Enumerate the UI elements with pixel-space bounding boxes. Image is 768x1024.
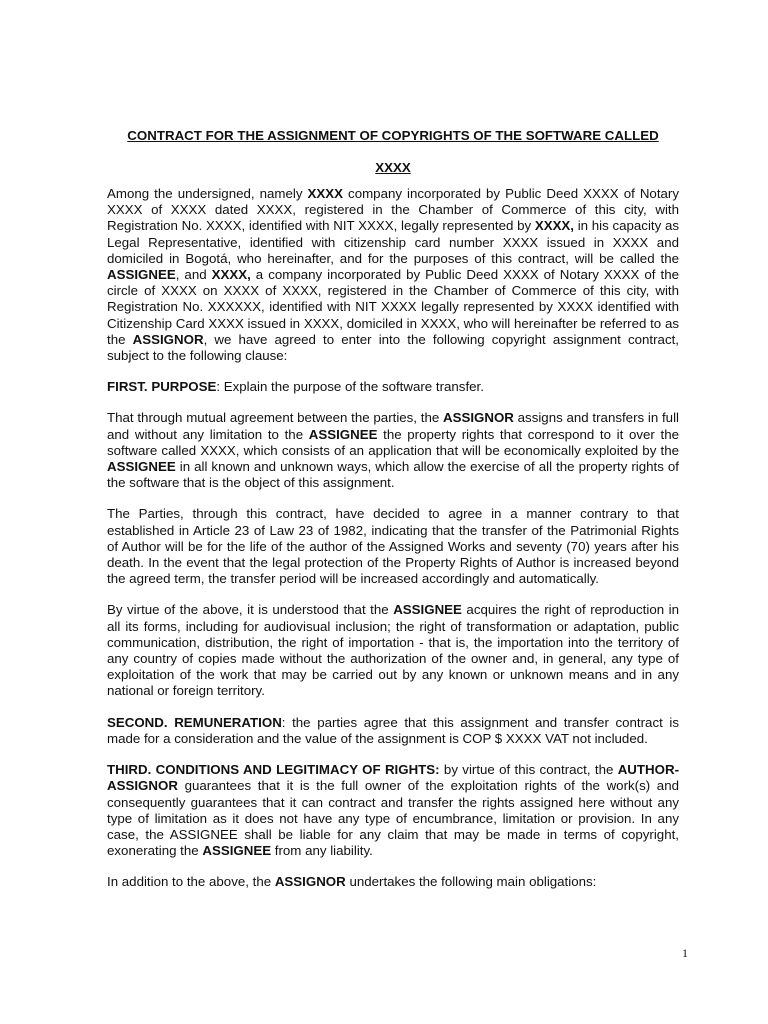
- bold-term: ASSIGNEE: [393, 602, 462, 618]
- text-run: : the parties agree that this assignment and transfer contract is made for a consideration and the value of the assignment is COP $ XXXX VAT not included.: [107, 714, 679, 746]
- clause-second-remuneration: [107, 715, 679, 747]
- clause-heading: THIRD. CONDITIONS AND LEGITIMACY OF RIGHTS:: [107, 762, 440, 778]
- text-run: That through mutual agreement between the parties, the: [107, 410, 443, 426]
- bold-term: ASSIGNEE: [308, 426, 378, 442]
- text-run: guarantees that it is the full owner of the exploitation rights of the work(s) and consequently guarantees that it can contract and transfer the rights assigned here without any type of limitation as it does not have any type of encumbrance, limitation or provision. In any case, the ASSIGNEE shall be liable for any claim that may be made in terms of copyright, exonerating the: [107, 778, 679, 859]
- text-run: : Explain the purpose of the software transfer.: [216, 379, 484, 395]
- bold-term: ASSIGNEE: [107, 459, 176, 475]
- transfer-paragraph: [107, 410, 679, 491]
- text-run: , we have agreed to enter into the following copyright assignment contract, subject to the following clause:: [107, 331, 679, 364]
- clause-third-conditions: [107, 762, 679, 859]
- rights-paragraph: [107, 602, 679, 699]
- text-run: assigns and transfers in full and without any limitation to the: [107, 410, 679, 442]
- text-run: In addition to the above, the: [107, 874, 275, 890]
- bold-term: ASSIGNEE: [107, 267, 176, 283]
- text-run: undertakes the following main obligations:: [345, 874, 597, 890]
- text-run: acquires the right of reproduction in all its forms, including for audiovisual inclusion; the right of transformation or adaptation, public communication, distribution, the right of importation - that is, the importation into the territory of any country of copies made without the authorization of the owner and, in general, any type of exploitation of the work that may be carried out by any known or unknown means and in any national or foreign territory.: [107, 602, 679, 699]
- clause-first-purpose: [107, 379, 679, 395]
- text-run: a company incorporated by Public Deed XXXX of Notary XXXX of the circle of XXXX on XXXX of XXXX, registered in the Chamber of Commerce of this city, with Registration No. XXXXXX, identified with NIT XXXX legally represented by XXXX identified with Citizenship Card XXXX issued in XXXX, domiciled in XXXX, who will hereinafter be referred to as the: [107, 267, 679, 347]
- text-run: By virtue of the above, it is understood that the: [107, 602, 394, 618]
- title-line-1: CONTRACT FOR THE ASSIGNMENT OF COPYRIGHTS OF THE SOFTWARE CALLED: [127, 128, 659, 143]
- page-number: 1: [682, 946, 688, 960]
- bold-term: ASSIGNOR: [132, 331, 204, 347]
- text-run: from any liability.: [271, 843, 373, 859]
- clause-heading: SECOND. REMUNERATION: [107, 714, 282, 730]
- text-run: company incorporated by Public Deed XXXX of Notary XXXX of XXXX dated XXXX, registered in the Chamber of Commerce of this city, with Registration No. XXXX, identified with NIT XXXX, legally represented by: [107, 186, 679, 234]
- text-run: by virtue of this contract, the: [439, 762, 618, 778]
- text-run: in his capacity as Legal Representative, identified with citizenship card number XXXX issued in XXXX and domiciled in Bogotá, who hereinafter, and for the purposes of this contract, will be called the: [107, 218, 680, 266]
- bold-term: ASSIGNEE: [202, 843, 272, 859]
- parties-paragraph: [107, 186, 679, 364]
- bold-term: AUTHOR-ASSIGNOR: [107, 762, 679, 794]
- bold-term: ASSIGNOR: [442, 410, 514, 426]
- obligations-intro: [107, 874, 679, 890]
- bold-term: XXXX,: [211, 267, 251, 283]
- text-run: in all known and unknown ways, which allow the exercise of all the property rights of the software that is the object of this assignment.: [107, 459, 679, 491]
- text-run: , and: [175, 267, 212, 283]
- bold-term: XXXX: [307, 186, 344, 201]
- title-line-2: XXXX: [375, 160, 411, 175]
- document-title: [107, 120, 679, 184]
- bold-term: ASSIGNOR: [274, 874, 346, 890]
- term-paragraph: The Parties, through this contract, have decided to agree in a manner contrary to that established in Article 23 of Law 23 of 1982, indicating that the transfer of the Patrimonial Rights of Author will be for the life of the author of the Assigned Works and seventy (70) years after his death. In the event that the legal protection of the Property Rights of Author is increased beyond the agreed term, the transfer period will be increased accordingly and automatically.: [107, 506, 679, 587]
- document-body: [107, 186, 679, 906]
- text-run: the property rights that correspond to it over the software called XXXX, which consists of an application that will be economically exploited by the: [107, 426, 679, 458]
- text-run: Among the undersigned, namely: [107, 186, 308, 201]
- bold-term: XXXX,: [534, 218, 574, 234]
- clause-heading: FIRST. PURPOSE: [107, 379, 217, 395]
